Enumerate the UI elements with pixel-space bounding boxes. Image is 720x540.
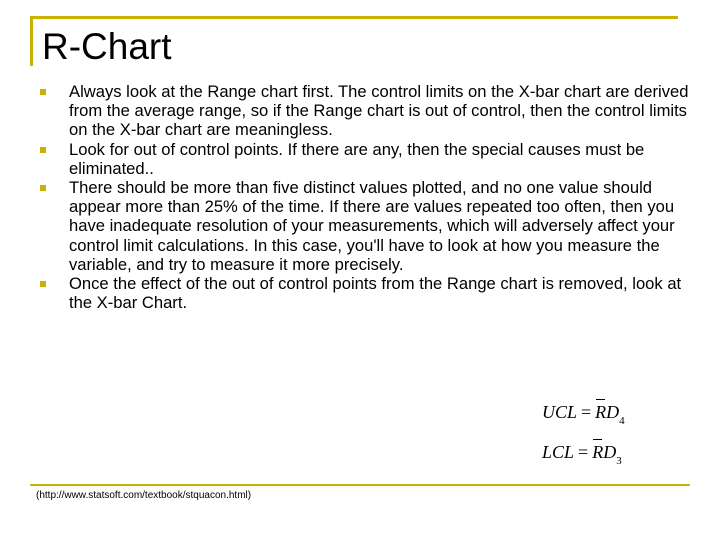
d-constant: D (606, 402, 620, 422)
bullet-list (40, 82, 690, 312)
square-bullet-icon (40, 185, 46, 191)
source-citation: (http://www.statsoft.com/textbook/stquacon.html) (36, 490, 252, 501)
frame-left-line (30, 16, 33, 66)
lcl-label: LCL (542, 442, 575, 462)
lcl-formula (542, 442, 622, 467)
slide-title: R-Chart (42, 26, 172, 67)
equals-sign: = (578, 442, 589, 462)
ucl-formula (542, 402, 625, 427)
d4-subscript: 4 (619, 415, 625, 427)
r-bar-symbol: R (595, 402, 607, 422)
square-bullet-icon (40, 89, 46, 95)
ucl-label: UCL (542, 402, 578, 422)
frame-bottom-line (30, 484, 690, 486)
bullet-text: Once the effect of the out of control points from the Range chart is removed, look at the X-bar Chart. (69, 274, 682, 313)
bullet-item (40, 178, 690, 274)
bullet-text: Look for out of control points. If there are any, then the special causes must be eliminated.. (69, 139, 645, 178)
bullet-text: Always look at the Range chart first. The control limits on the X-bar chart are derived from the average range, so if the Range chart is out of control, then the control limits on the X-bar chart are meaningless. (69, 82, 689, 140)
square-bullet-icon (40, 281, 46, 287)
bullet-item (40, 274, 690, 312)
bullet-item (40, 140, 690, 178)
equals-sign: = (581, 402, 592, 422)
d3-subscript: 3 (616, 455, 622, 467)
r-bar-symbol: R (592, 442, 604, 462)
d-constant: D (603, 442, 617, 462)
square-bullet-icon (40, 147, 46, 153)
bullet-text: There should be more than five distinct values plotted, and no one value should appear more than 25% of the time. If there are values repeated too often, then you have inadequate resolution of your measurements, which will adversely affect your control limit calculations. In this case, you'll have to look at how you measure the variable, and try to measure it more precisely. (69, 178, 675, 274)
frame-top-line (30, 16, 678, 19)
bullet-item (40, 82, 690, 140)
